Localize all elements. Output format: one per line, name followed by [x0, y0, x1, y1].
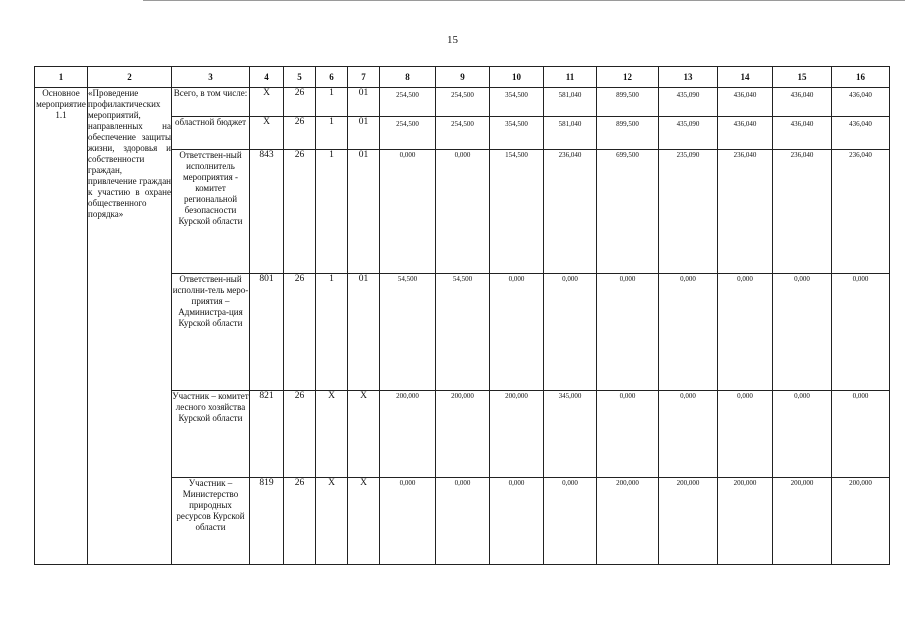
- value-cell: 54,500: [380, 274, 436, 391]
- column-header: 9: [436, 67, 490, 88]
- code-cell: 843: [250, 150, 284, 274]
- source-cell: Ответствен-ный исполни-тель меро-приятия – Администра-ция Курской области: [172, 274, 250, 391]
- value-cell: 899,500: [597, 117, 659, 150]
- budget-table: [34, 66, 890, 565]
- header-row: [35, 67, 890, 88]
- code-cell: Х: [316, 391, 348, 478]
- code-cell: 1: [316, 150, 348, 274]
- page-number: 15: [447, 34, 458, 46]
- value-cell: 200,000: [832, 478, 890, 565]
- code-cell: 26: [284, 391, 316, 478]
- code-cell: 1: [316, 88, 348, 117]
- column-header: 2: [88, 67, 172, 88]
- measure-cell: Основное мероприятие 1.1: [35, 88, 88, 565]
- value-cell: 435,090: [659, 88, 718, 117]
- value-cell: 54,500: [436, 274, 490, 391]
- value-cell: 200,000: [597, 478, 659, 565]
- value-cell: 0,000: [544, 274, 597, 391]
- code-cell: Х: [250, 117, 284, 150]
- code-cell: 01: [348, 117, 380, 150]
- value-cell: 899,500: [597, 88, 659, 117]
- value-cell: 0,000: [490, 478, 544, 565]
- table-row: [35, 88, 890, 117]
- code-cell: 01: [348, 88, 380, 117]
- value-cell: 236,040: [832, 150, 890, 274]
- value-cell: 200,000: [436, 391, 490, 478]
- value-cell: 236,040: [773, 150, 832, 274]
- value-cell: 200,000: [380, 391, 436, 478]
- value-cell: 200,000: [490, 391, 544, 478]
- value-cell: 0,000: [436, 150, 490, 274]
- value-cell: 436,040: [718, 88, 773, 117]
- top-rule: [143, 0, 905, 1]
- code-cell: 26: [284, 478, 316, 565]
- value-cell: 0,000: [659, 391, 718, 478]
- description-cell: «Проведение профилактических мероприятий, направленных на обеспечение защиты жизни, здоровья и собственности граждан, привлечение граждан к участию в охране общественного порядка»: [88, 88, 172, 565]
- column-header: 13: [659, 67, 718, 88]
- value-cell: 581,040: [544, 117, 597, 150]
- source-cell: Всего, в том числе:: [172, 88, 250, 117]
- column-header: 6: [316, 67, 348, 88]
- column-header: 4: [250, 67, 284, 88]
- value-cell: 0,000: [832, 391, 890, 478]
- value-cell: 0,000: [597, 274, 659, 391]
- value-cell: 0,000: [718, 274, 773, 391]
- source-cell: Участник – комитет лесного хозяйства Курской области: [172, 391, 250, 478]
- value-cell: 236,040: [544, 150, 597, 274]
- column-header: 16: [832, 67, 890, 88]
- code-cell: 801: [250, 274, 284, 391]
- column-header: 14: [718, 67, 773, 88]
- value-cell: 200,000: [718, 478, 773, 565]
- value-cell: 200,000: [659, 478, 718, 565]
- code-cell: Х: [316, 478, 348, 565]
- code-cell: 1: [316, 117, 348, 150]
- value-cell: 0,000: [832, 274, 890, 391]
- value-cell: 699,500: [597, 150, 659, 274]
- source-cell: Ответствен-ный исполнитель мероприятия - комитет региональной безопасности Курской области: [172, 150, 250, 274]
- code-cell: 01: [348, 150, 380, 274]
- value-cell: 0,000: [659, 274, 718, 391]
- column-header: 8: [380, 67, 436, 88]
- value-cell: 0,000: [380, 150, 436, 274]
- value-cell: 0,000: [718, 391, 773, 478]
- column-header: 10: [490, 67, 544, 88]
- value-cell: 435,090: [659, 117, 718, 150]
- value-cell: 436,040: [832, 117, 890, 150]
- code-cell: Х: [348, 478, 380, 565]
- value-cell: 0,000: [436, 478, 490, 565]
- value-cell: 354,500: [490, 88, 544, 117]
- column-header: 12: [597, 67, 659, 88]
- value-cell: 436,040: [773, 117, 832, 150]
- value-cell: 0,000: [773, 391, 832, 478]
- value-cell: 436,040: [718, 117, 773, 150]
- value-cell: 0,000: [490, 274, 544, 391]
- value-cell: 436,040: [832, 88, 890, 117]
- code-cell: 26: [284, 88, 316, 117]
- value-cell: 254,500: [436, 88, 490, 117]
- code-cell: Х: [348, 391, 380, 478]
- column-header: 11: [544, 67, 597, 88]
- value-cell: 0,000: [380, 478, 436, 565]
- code-cell: 821: [250, 391, 284, 478]
- value-cell: 0,000: [544, 478, 597, 565]
- source-cell: Участник – Министерство природных ресурсов Курской области: [172, 478, 250, 565]
- value-cell: 0,000: [597, 391, 659, 478]
- column-header: 5: [284, 67, 316, 88]
- column-header: 3: [172, 67, 250, 88]
- value-cell: 254,500: [380, 117, 436, 150]
- column-header: 15: [773, 67, 832, 88]
- value-cell: 154,500: [490, 150, 544, 274]
- code-cell: 1: [316, 274, 348, 391]
- value-cell: 235,090: [659, 150, 718, 274]
- value-cell: 254,500: [380, 88, 436, 117]
- code-cell: 819: [250, 478, 284, 565]
- source-cell: областной бюджет: [172, 117, 250, 150]
- value-cell: 254,500: [436, 117, 490, 150]
- value-cell: 436,040: [773, 88, 832, 117]
- column-header: 7: [348, 67, 380, 88]
- value-cell: 354,500: [490, 117, 544, 150]
- code-cell: 01: [348, 274, 380, 391]
- code-cell: 26: [284, 150, 316, 274]
- value-cell: 345,000: [544, 391, 597, 478]
- value-cell: 236,040: [718, 150, 773, 274]
- value-cell: 0,000: [773, 274, 832, 391]
- code-cell: Х: [250, 88, 284, 117]
- value-cell: 581,040: [544, 88, 597, 117]
- code-cell: 26: [284, 117, 316, 150]
- value-cell: 200,000: [773, 478, 832, 565]
- code-cell: 26: [284, 274, 316, 391]
- column-header: 1: [35, 67, 88, 88]
